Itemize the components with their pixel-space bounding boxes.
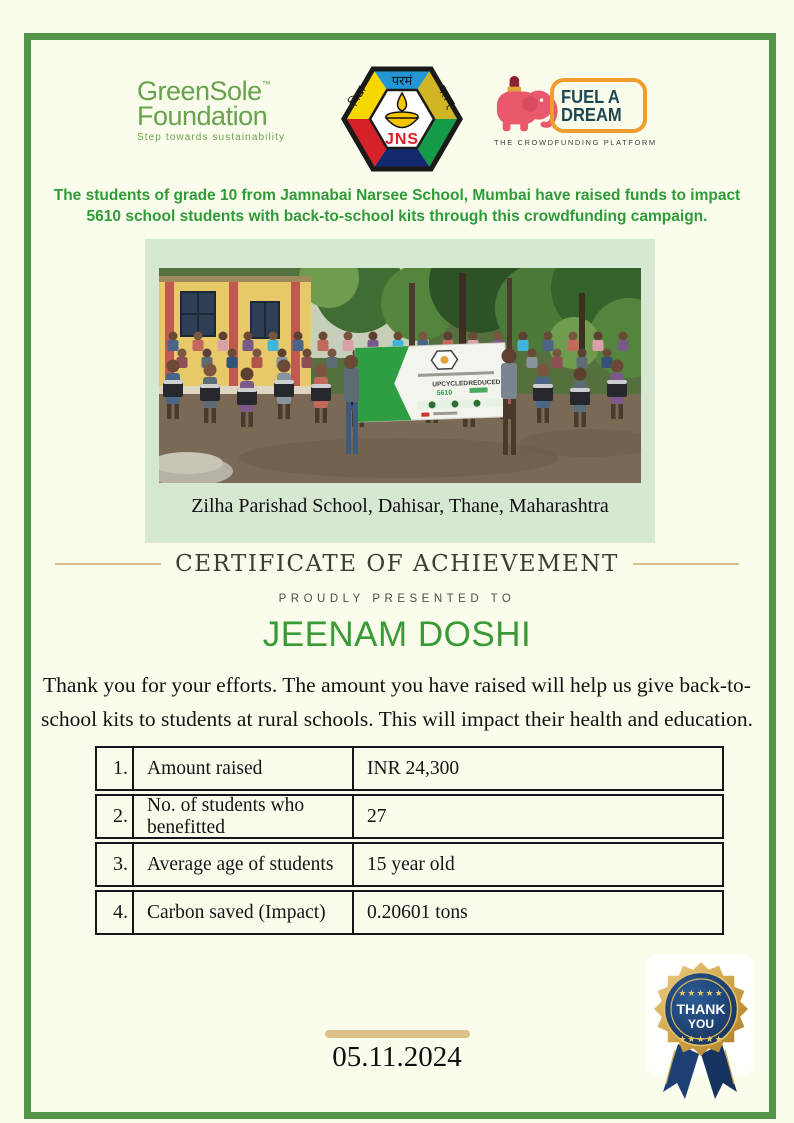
date: 05.11.2024	[332, 1041, 462, 1073]
banner-upcycled-label: UPCYCLED	[432, 380, 469, 389]
certificate-heading: CERTIFICATE OF ACHIEVEMENT	[175, 551, 619, 577]
impact-table	[95, 746, 724, 938]
you-label: YOU	[687, 1017, 715, 1031]
recipient-name: JEENAM DOSHI	[262, 615, 532, 654]
greensole-foundation-word: Foundation	[137, 101, 268, 131]
photo-caption: Zilha Parishad School, Dahisar, Thane, Maharashtra	[191, 495, 609, 517]
thank-you-medal-icon	[644, 952, 756, 1104]
row-label: Carbon saved (Impact)	[147, 901, 326, 923]
jns-motto-top: परमं	[391, 73, 413, 88]
stars-top: ★★★★★	[678, 988, 724, 998]
campaign-statement: The students of grade 10 from Jamnabai Narsee School, Mumbai have raised funds to impact 5610 school students with back-to-school kits through this crowdfunding campaign.	[53, 187, 741, 225]
table-row	[95, 842, 724, 887]
fuel-line2: DREAM	[561, 104, 622, 125]
presented-to-label: PROUDLY PRESENTED TO	[278, 593, 516, 605]
row-value: 15 year old	[352, 844, 722, 885]
row-label: Average age of students	[147, 853, 334, 875]
banner-upcycled-value: 5610	[436, 389, 453, 398]
stars-bottom: ★★★★★	[678, 1034, 724, 1044]
row-label: No. of students who benefitted	[147, 794, 305, 838]
row-number: 4.	[97, 892, 134, 933]
row-number: 2.	[97, 796, 134, 837]
row-number: 1.	[97, 748, 134, 789]
greensole-word: GreenSole	[137, 76, 262, 106]
thank-label: THANK	[676, 1001, 726, 1017]
greensole-foundation-logo	[137, 72, 307, 143]
table-row	[95, 746, 724, 791]
certificate-heading-row	[0, 551, 794, 577]
greensole-tagline: Step towards sustainability	[137, 132, 286, 143]
elephant-icon	[494, 74, 558, 138]
banner-reduced-label: REDUCED	[468, 378, 501, 388]
campaign-banner	[355, 343, 507, 422]
table-row	[95, 794, 724, 839]
jns-motto-left: विद्या	[346, 83, 369, 109]
jns-abbr: JNS	[384, 131, 420, 148]
row-value: INR 24,300	[352, 748, 722, 789]
fuel-a-dream-wordmark	[550, 78, 647, 133]
row-value: 0.20601 tons	[352, 892, 722, 933]
row-value: 27	[352, 796, 722, 837]
fuel-tagline: THE CROWDFUNDING PLATFORM	[494, 138, 657, 147]
row-number: 3.	[97, 844, 134, 885]
row-label: Amount raised	[147, 757, 263, 779]
greensole-name	[137, 72, 307, 104]
gold-date-bar	[325, 1030, 470, 1038]
photo-panel	[145, 239, 655, 543]
jns-school-crest-icon	[340, 61, 464, 175]
trademark-symbol: ™	[261, 79, 271, 89]
table-row	[95, 890, 724, 935]
thank-you-message: Thank you for your efforts. The amount you have raised will help us give back-to-school kits to students at rural schools. This will impact their health and education.	[41, 673, 753, 731]
gold-divider-right	[633, 563, 739, 565]
school-photo	[159, 268, 641, 483]
jns-motto-right: बलम्	[434, 82, 459, 110]
gold-divider-left	[55, 563, 161, 565]
fuel-a-dream-logo	[494, 68, 657, 148]
fuel-line1: FUEL A	[561, 86, 620, 107]
